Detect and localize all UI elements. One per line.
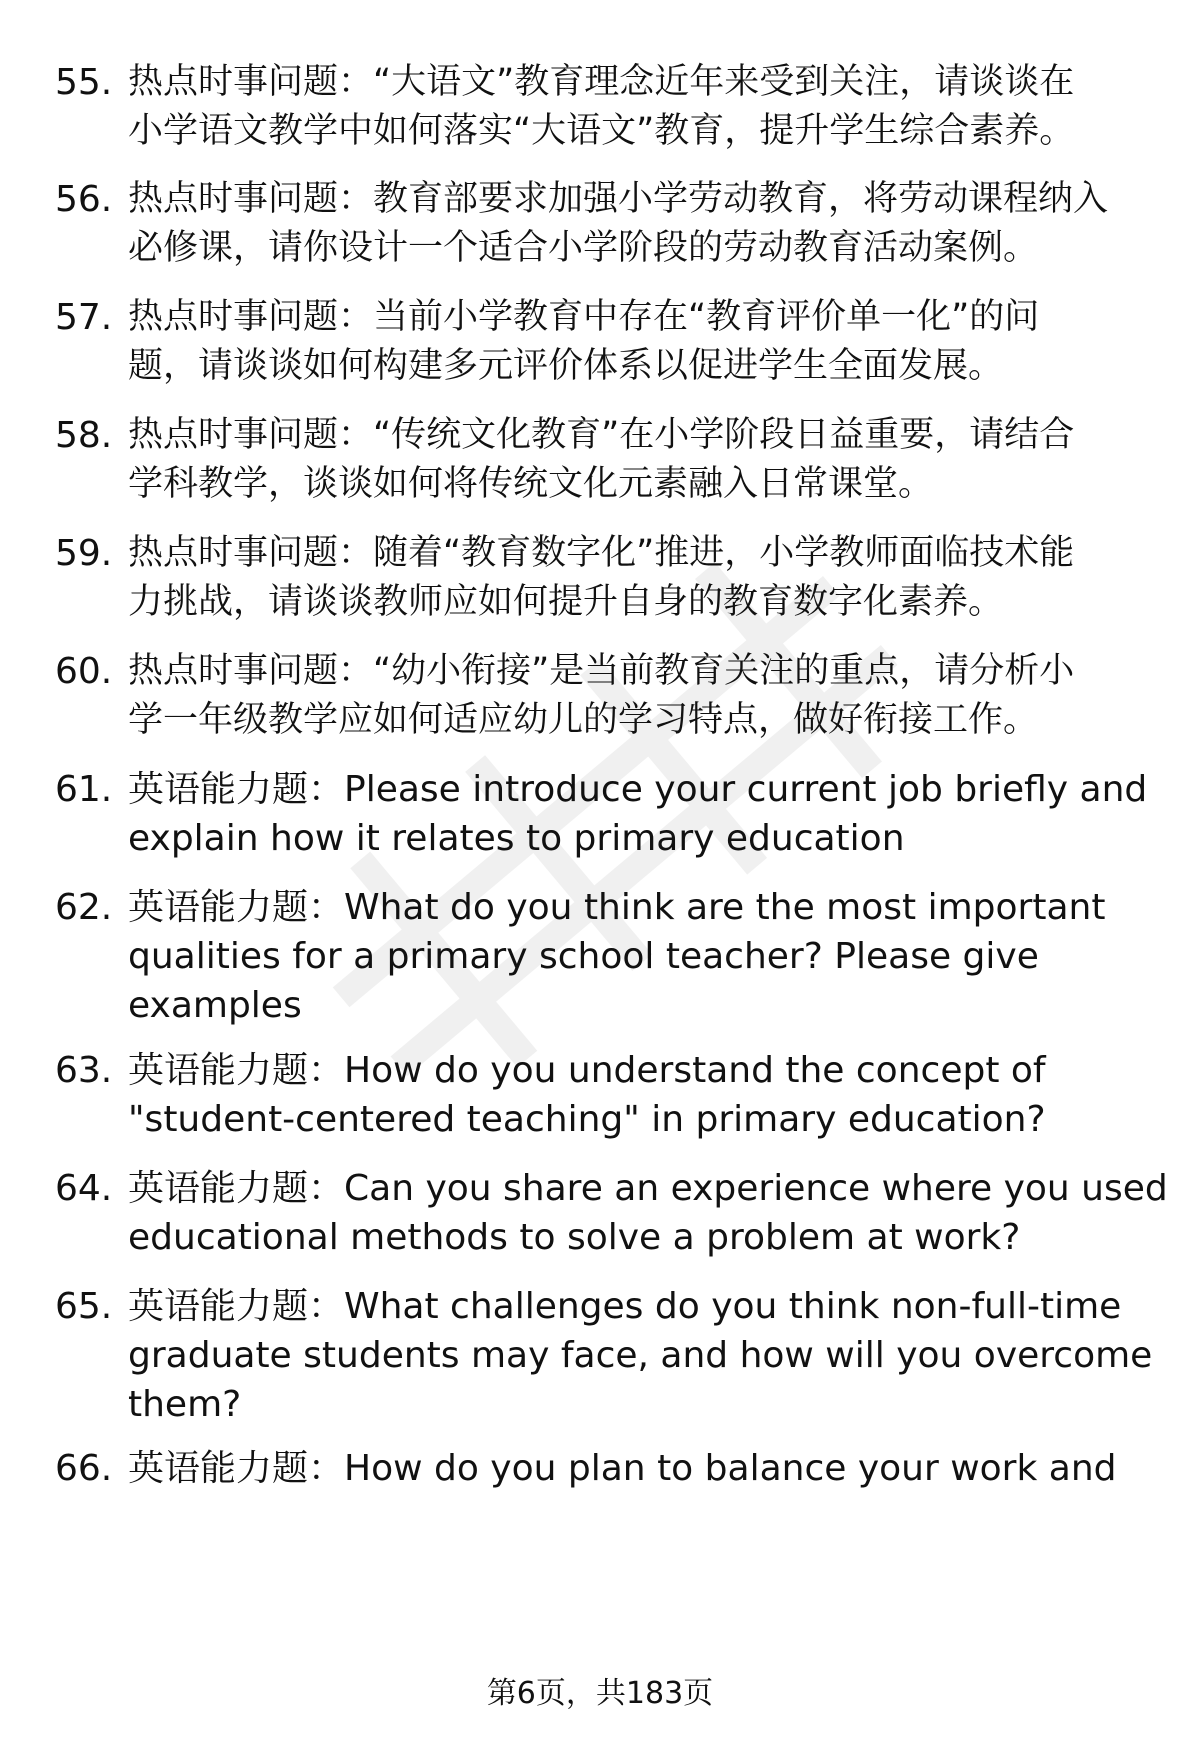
question-text-line: 力挑战，请谈谈教师应如何提升自身的教育数字化素养。 [128, 582, 1004, 622]
question-text-line: 英语能力题：How do you plan to balance your work and [128, 1448, 1117, 1489]
question-text-line: explain how it relates to primary education [128, 818, 905, 859]
question-number: 65. [55, 1286, 113, 1327]
question-number: 62. [55, 887, 113, 928]
question-text-line: qualities for a primary school teacher? Please give [128, 936, 1039, 977]
question-text-line: examples [128, 985, 302, 1026]
question-number: 59. [55, 533, 113, 574]
question-number: 64. [55, 1168, 113, 1209]
question-text-line: 热点时事问题：“大语文”教育理念近年来受到关注，请谈谈在 [128, 62, 1075, 102]
question-text-line: 英语能力题：What challenges do you think non-full-time [128, 1286, 1122, 1327]
page-number-footer: 第6页，共183页 [486, 1676, 714, 1711]
question-text-line: "student-centered teaching" in primary education? [128, 1099, 1046, 1140]
question-text-line: 热点时事问题：随着“教育数字化”推进，小学教师面临技术能 [128, 533, 1075, 573]
question-text-line: 学一年级教学应如何适应幼儿的学习特点，做好衔接工作。 [128, 700, 1039, 740]
question-number: 63. [55, 1050, 113, 1091]
question-number: 60. [55, 651, 113, 692]
question-text-line: 题，请谈谈如何构建多元评价体系以促进学生全面发展。 [128, 346, 1004, 386]
question-text-line: 英语能力题：Please introduce your current job briefly and [128, 769, 1148, 810]
question-number: 56. [55, 179, 113, 220]
question-number: 66. [55, 1448, 113, 1489]
question-text-line: 热点时事问题：“传统文化教育”在小学阶段日益重要，请结合 [128, 415, 1075, 455]
question-text-line: 英语能力题：Can you share an experience where you used [128, 1168, 1168, 1209]
question-number: 61. [55, 769, 113, 810]
question-text-line: them? [128, 1384, 242, 1425]
question-text-line: 小学语文教学中如何落实“大语文”教育，提升学生综合素养。 [128, 111, 1075, 151]
question-text-line: 热点时事问题：教育部要求加强小学劳动教育，将劳动课程纳入 [128, 179, 1109, 219]
question-text-line: graduate students may face, and how will you overcome [128, 1335, 1153, 1376]
question-text-line: 热点时事问题：当前小学教育中存在“教育评价单一化”的问 [128, 297, 1040, 337]
question-text-line: 英语能力题：How do you understand the concept of [128, 1050, 1046, 1091]
question-text-line: 学科教学，谈谈如何将传统文化元素融入日常课堂。 [128, 464, 934, 504]
question-text-line: 必修课，请你设计一个适合小学阶段的劳动教育活动案例。 [128, 228, 1039, 268]
question-number: 57. [55, 297, 113, 338]
question-text-line: 热点时事问题：“幼小衔接”是当前教育关注的重点，请分析小 [128, 651, 1075, 691]
question-text-line: educational methods to solve a problem at work? [128, 1217, 1021, 1258]
question-number: 58. [55, 415, 113, 456]
question-text-line: 英语能力题：What do you think are the most important [128, 887, 1106, 928]
question-number: 55. [55, 62, 113, 103]
